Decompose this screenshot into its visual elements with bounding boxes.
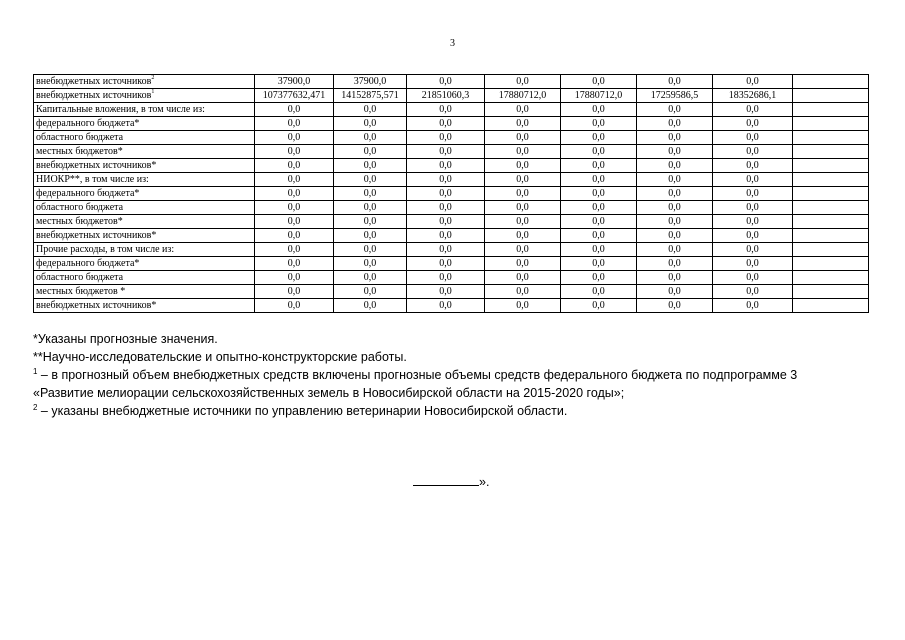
table-cell: 0,0 [485,299,561,313]
row-label-text: внебюджетных источников* [36,160,157,171]
table-cell: 0,0 [407,75,485,89]
signature-line [413,473,479,486]
table-cell: 0,0 [713,229,793,243]
table-cell: 0,0 [713,257,793,271]
table-cell: 0,0 [561,145,637,159]
row-label-text: местных бюджетов* [36,216,123,227]
table-cell: 0,0 [407,159,485,173]
table-cell: 0,0 [407,117,485,131]
table-row [34,131,869,145]
table-cell [793,103,869,117]
table-cell: 0,0 [255,159,334,173]
table-cell: 0,0 [637,285,713,299]
table-cell: 0,0 [713,75,793,89]
table-cell: 0,0 [334,201,407,215]
table-cell: 0,0 [334,117,407,131]
closing-mark [413,473,489,489]
table-cell: 0,0 [334,299,407,313]
table-cell [793,201,869,215]
table-cell: 0,0 [334,215,407,229]
table-cell: 0,0 [485,271,561,285]
table-cell [793,173,869,187]
table-cell: 0,0 [485,75,561,89]
table-cell: 0,0 [255,299,334,313]
row-label [34,243,255,257]
table-cell: 0,0 [485,131,561,145]
table-cell: 0,0 [334,145,407,159]
row-label [34,103,255,117]
table-cell: 0,0 [407,215,485,229]
table-row [34,243,869,257]
row-label-text: федерального бюджета* [36,188,140,199]
note-forecast: *Указаны прогнозные значения. [33,332,218,346]
table-cell: 0,0 [485,215,561,229]
table-cell [793,75,869,89]
row-label [34,145,255,159]
table-cell: 0,0 [255,257,334,271]
table-row [34,159,869,173]
table-row [34,229,869,243]
table-cell [793,243,869,257]
table-cell: 0,0 [255,243,334,257]
table-cell: 0,0 [637,131,713,145]
table-cell: 0,0 [407,299,485,313]
table-cell: 0,0 [255,285,334,299]
footnote-1-continuation: «Развитие мелиорации сельскохозяйственных земель в Новосибирской области на 2015-2020 годы»; [33,386,625,400]
row-label [34,229,255,243]
row-label [34,173,255,187]
table-cell: 37900,0 [255,75,334,89]
table-cell: 0,0 [561,243,637,257]
row-label [34,187,255,201]
row-label-text: внебюджетных источников [36,76,152,87]
table-cell: 0,0 [407,145,485,159]
table-cell: 0,0 [713,131,793,145]
table-cell [793,159,869,173]
table-cell: 0,0 [637,145,713,159]
table-row [34,145,869,159]
table-cell: 17259586,5 [637,89,713,103]
row-label-text: НИОКР**, в том числе из: [36,174,149,185]
table-cell: 0,0 [407,131,485,145]
table-cell: 0,0 [485,201,561,215]
table-cell: 0,0 [407,257,485,271]
table-cell: 0,0 [485,243,561,257]
footnote-1-mark: 1 [33,367,38,376]
table-cell: 0,0 [255,215,334,229]
footnote-1 [33,366,883,384]
row-label-text: федерального бюджета* [36,258,140,269]
table-cell: 0,0 [407,187,485,201]
table-cell: 0,0 [713,117,793,131]
closing-quote: ». [479,475,490,489]
table-row [34,257,869,271]
table-cell: 0,0 [561,257,637,271]
row-label [34,257,255,271]
table-cell: 0,0 [255,229,334,243]
row-label [34,117,255,131]
footnote-ref: 2 [151,75,155,81]
table-cell: 0,0 [407,103,485,117]
table-cell: 0,0 [407,173,485,187]
table-cell: 0,0 [561,201,637,215]
footnote-2-mark: 2 [33,403,38,412]
row-label-text: внебюджетных источников [36,90,152,101]
table-row [34,299,869,313]
table-cell: 0,0 [637,243,713,257]
table-cell: 0,0 [637,299,713,313]
table-cell [793,117,869,131]
table-cell: 0,0 [485,187,561,201]
table-cell: 0,0 [255,187,334,201]
table-cell: 0,0 [561,285,637,299]
table-cell: 0,0 [637,117,713,131]
table-cell: 0,0 [637,159,713,173]
table-cell [793,131,869,145]
note-niokr: **Научно-исследовательские и опытно-конструкторские работы. [33,350,407,364]
table-row [34,285,869,299]
table-cell: 0,0 [485,173,561,187]
footnote-ref: 1 [151,89,155,95]
table-cell: 0,0 [713,159,793,173]
table-cell: 0,0 [713,187,793,201]
table-cell: 0,0 [407,229,485,243]
table-cell: 0,0 [637,257,713,271]
table-cell: 0,0 [561,271,637,285]
table-cell: 0,0 [485,103,561,117]
table-cell: 0,0 [334,243,407,257]
footnotes [33,330,883,420]
table-cell [793,229,869,243]
table-row [34,271,869,285]
table-cell: 0,0 [334,173,407,187]
table-row [34,187,869,201]
row-label [34,215,255,229]
table-cell [793,187,869,201]
table-cell: 0,0 [561,117,637,131]
table-cell: 0,0 [561,299,637,313]
table-cell: 0,0 [334,285,407,299]
table-cell: 0,0 [255,145,334,159]
table-cell: 0,0 [713,271,793,285]
table-cell: 14152875,571 [334,89,407,103]
table-cell: 0,0 [561,187,637,201]
footnote-1-text: – в прогнозный объем внебюджетных средств включены прогнозные объемы средств федерального бюджета по подпрограмме 3 [37,368,798,382]
table-cell: 0,0 [713,103,793,117]
row-label [34,159,255,173]
table-cell: 0,0 [407,243,485,257]
row-label-text: внебюджетных источников* [36,230,157,241]
table-cell: 0,0 [637,229,713,243]
table-row [34,103,869,117]
table-cell: 0,0 [485,145,561,159]
table-row [34,117,869,131]
row-label-text: федерального бюджета* [36,118,140,129]
table-cell: 0,0 [407,285,485,299]
table-cell: 0,0 [713,145,793,159]
table-row [34,201,869,215]
table-cell: 0,0 [334,131,407,145]
table-cell: 0,0 [713,243,793,257]
table-cell [793,285,869,299]
table-cell: 17880712,0 [485,89,561,103]
table-cell: 0,0 [637,103,713,117]
table-cell: 18352686,1 [713,89,793,103]
table-cell [793,89,869,103]
table-cell: 0,0 [485,285,561,299]
table-cell [793,257,869,271]
table-cell: 0,0 [255,173,334,187]
table-cell: 0,0 [334,271,407,285]
table-row [34,173,869,187]
table-cell: 0,0 [561,173,637,187]
table-cell [793,299,869,313]
row-label [34,201,255,215]
table-cell: 0,0 [637,75,713,89]
row-label [34,271,255,285]
table-cell: 0,0 [637,271,713,285]
table-cell: 21851060,3 [407,89,485,103]
table-cell: 0,0 [334,229,407,243]
table-cell: 0,0 [334,159,407,173]
row-label-text: Прочие расходы, в том числе из: [36,244,175,255]
table-cell: 0,0 [637,215,713,229]
row-label [34,285,255,299]
row-label [34,299,255,313]
table-cell: 17880712,0 [561,89,637,103]
table-cell: 0,0 [637,201,713,215]
table-cell [793,145,869,159]
table-cell: 0,0 [713,201,793,215]
table-cell: 0,0 [713,285,793,299]
table-cell [793,215,869,229]
table-cell: 0,0 [255,103,334,117]
footnote-2 [33,402,883,420]
row-label-text: местных бюджетов* [36,146,123,157]
page-number: 3 [450,38,455,49]
table-cell: 0,0 [561,215,637,229]
table-cell: 0,0 [334,257,407,271]
table-cell: 0,0 [485,229,561,243]
table-cell: 0,0 [637,173,713,187]
table-cell: 0,0 [407,201,485,215]
table-cell: 0,0 [255,117,334,131]
table-cell: 0,0 [561,131,637,145]
row-label-text: областного бюджета [36,132,124,143]
budget-table [33,74,869,313]
row-label [34,131,255,145]
table-cell: 0,0 [407,271,485,285]
row-label-text: Капитальные вложения, в том числе из: [36,104,205,115]
table-cell: 0,0 [255,271,334,285]
table-cell: 107377632,471 [255,89,334,103]
footnote-2-text: – указаны внебюджетные источники по управлению ветеринарии Новосибирской области. [37,404,568,418]
row-label-text: областного бюджета [36,202,124,213]
table-cell: 0,0 [561,229,637,243]
table-row [34,215,869,229]
table-cell: 0,0 [334,103,407,117]
table-cell: 0,0 [713,173,793,187]
row-label [34,75,255,89]
table-cell: 0,0 [255,131,334,145]
table-cell: 0,0 [255,201,334,215]
table-cell: 37900,0 [334,75,407,89]
row-label-text: местных бюджетов * [36,286,126,297]
table-row [34,89,869,103]
row-label [34,89,255,103]
table-cell [793,271,869,285]
row-label-text: областного бюджета [36,272,124,283]
table-cell: 0,0 [561,75,637,89]
table-cell: 0,0 [713,215,793,229]
table-cell: 0,0 [485,159,561,173]
table-cell: 0,0 [485,117,561,131]
table-cell: 0,0 [561,103,637,117]
row-label-text: внебюджетных источников* [36,300,157,311]
table-cell: 0,0 [485,257,561,271]
table-cell: 0,0 [713,299,793,313]
table-row [34,75,869,89]
table-cell: 0,0 [637,187,713,201]
table-cell: 0,0 [561,159,637,173]
table-cell: 0,0 [334,187,407,201]
